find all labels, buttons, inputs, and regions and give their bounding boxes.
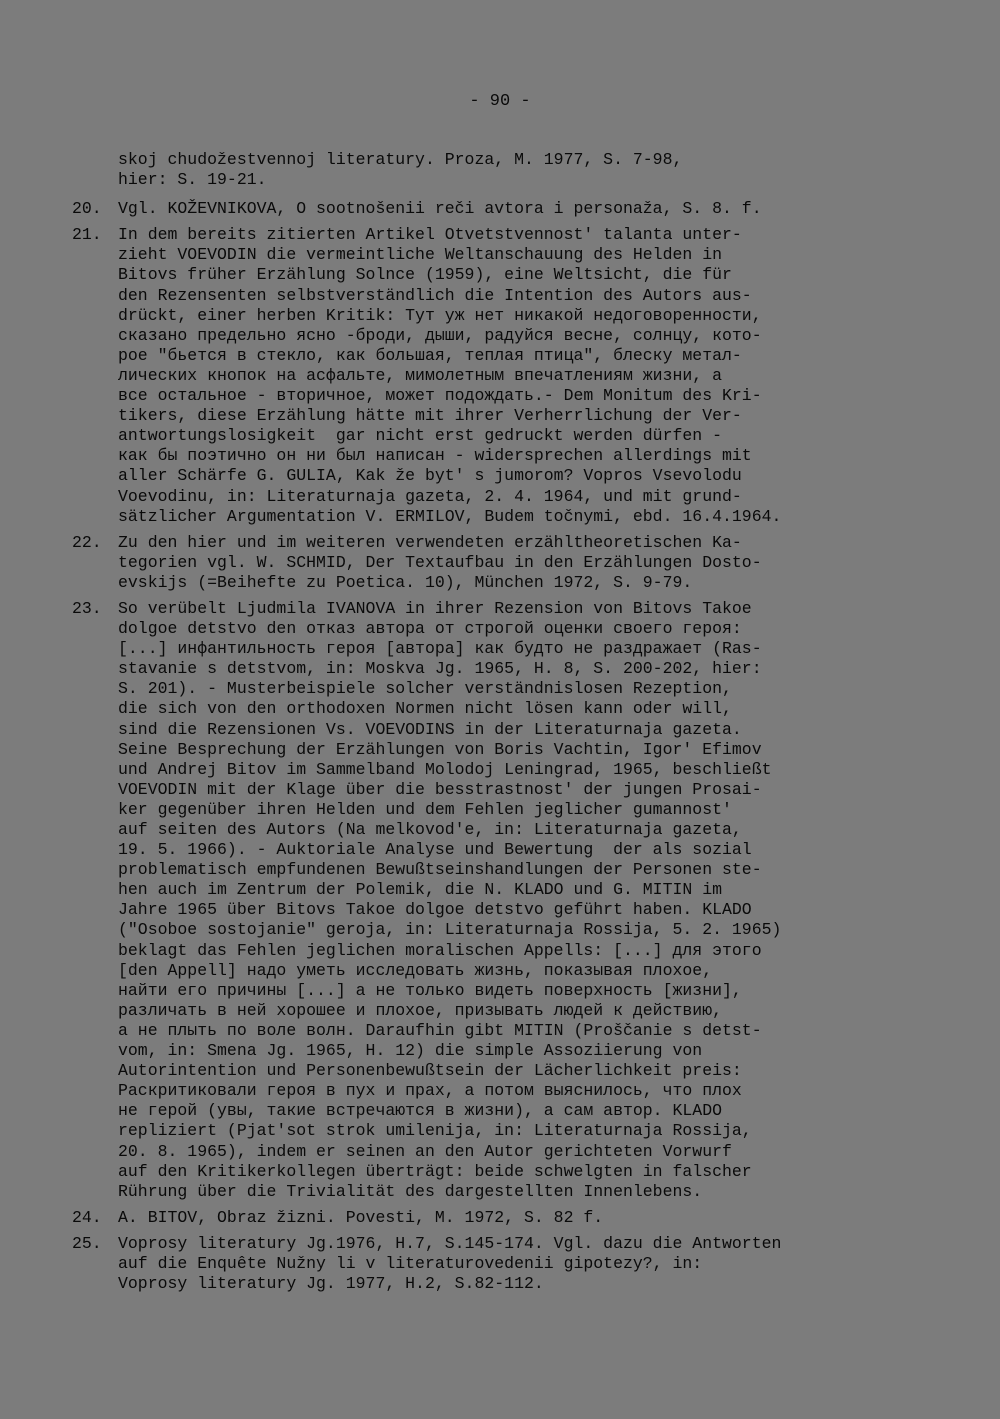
footnote-line: In dem bereits zitierten Artikel Otvetstvennost' talanta unter- [118, 225, 742, 245]
footnote-line: stavanie s detstvom, in: Moskva Jg. 1965, H. 8, S. 200-202, hier: [118, 659, 762, 679]
footnote-line: Rührung über die Trivialität des dargestellten Innenlebens. [118, 1181, 703, 1201]
footnote-line: Autorintention und Personenbewußtsein der Lächerlichkeit preis: [118, 1061, 742, 1081]
footnote-line: Jahre 1965 über Bitovs Takoe dolgoe detstvo geführt haben. KLADO [118, 900, 752, 920]
footnote-line: tikers, diese Erzählung hätte mit ihrer Verherrlichung der Ver- [118, 406, 742, 426]
footnote-number: 21. [72, 225, 102, 245]
page-number: - 90 - [469, 92, 531, 111]
footnote-line: 20. 8. 1965), indem er seinen an den Autor gerichteten Vorwurf [118, 1141, 732, 1161]
footnote-21 [72, 225, 932, 526]
footnote-22 [72, 533, 932, 593]
footnote-line: vom, in: Smena Jg. 1965, H. 12) die simple Assoziierung von [118, 1041, 703, 1061]
footnote-line: hen auch im Zentrum der Polemik, die N. KLADO und G. MITIN im [118, 880, 722, 900]
footnote-text [118, 150, 932, 190]
footnote-text [118, 225, 932, 526]
footnote-line: Voprosy literatury Jg. 1977, H.2, S.82-112. [118, 1274, 544, 1294]
footnote-25 [72, 1234, 932, 1294]
footnote-line: und Andrej Bitov im Sammelband Molodoj Leningrad, 1965, beschließt [118, 759, 772, 779]
footnote-line: S. 201). - Musterbeispiele solcher verständnislosen Rezeption, [118, 679, 732, 699]
footnote-number: 22. [72, 532, 102, 552]
footnote-line: tegorien vgl. W. SCHMID, Der Textaufbau in den Erzählungen Dosto- [118, 552, 762, 572]
footnote-line: все остальное - вторичное, может подождать.- Dem Monitum des Kri- [118, 386, 762, 406]
footnote-line: sätzlicher Argumentation V. ERMILOV, Budem točnymi, ebd. 16.4.1964. [118, 506, 782, 526]
footnote-line: [den Appell] надо уметь исследовать жизнь, показывая плохое, [118, 960, 713, 980]
footnote-line: aller Schärfe G. GULIA, Kak že byt' s jumorom? Vopros Vsevolodu [118, 466, 742, 486]
footnote-line: skoj chudožestvennoj literatury. Proza, M. 1977, S. 7-98, [118, 150, 683, 169]
footnote-line: ker gegenüber ihren Helden und dem Fehlen jeglicher gumannost' [118, 799, 732, 819]
footnote-line: [...] инфантильность героя [автора] как будто не раздражает (Ras- [118, 639, 762, 659]
footnote-number [72, 150, 118, 190]
footnote-line: problematisch empfundenen Bewußtseinshandlungen der Personen ste- [118, 860, 762, 880]
footnote-line: Voprosy literatury Jg.1976, H.7, S.145-174. Vgl. dazu die Antworten [118, 1233, 782, 1253]
footnote-line: ("Osoboe sostojanie" geroja, in: Literaturnaja Rossija, 5. 2. 1965) [118, 920, 782, 940]
footnote-text [118, 533, 932, 593]
footnote-line: как бы поэтично он ни был написан - widersprechen allerdings mit [118, 446, 752, 466]
footnote-line: zieht VOEVODIN die vermeintliche Weltanschauung des Helden in [118, 245, 722, 265]
footnote-line: den Rezensenten selbstverständlich die Intention des Autors aus- [118, 285, 752, 305]
footnote-line: sind die Rezensionen Vs. VOEVODINS in der Literaturnaja gazeta. [118, 719, 742, 739]
footnote-line: лических кнопок на асфальте, мимолетным впечатлениям жизни, а [118, 365, 722, 385]
footnote-line: drückt, einer herben Kritik: Тут уж нет никакой недоговоренности, [118, 305, 762, 325]
footnote-line: evskijs (=Beihefte zu Poetica. 10), München 1972, S. 9-79. [118, 572, 693, 592]
footnote-line: Раскритиковали героя в пух и прах, а потом выяснилось, что плох [118, 1081, 742, 1101]
footnote-number: 25. [72, 1233, 102, 1253]
footnote-line: A. BITOV, Obraz žizni. Povesti, M. 1972, S. 82 f. [118, 1207, 604, 1227]
footnote-line: beklagt das Fehlen jeglichen moralischen Appells: [...] для этого [118, 940, 762, 960]
footnote-line: antwortungslosigkeit gar nicht erst gedruckt werden dürfen - [118, 426, 722, 446]
footnote-line: dolgoe detstvo den отказ автора от строгой оценки своего героя: [118, 619, 742, 639]
footnote-line: 19. 5. 1966). - Auktoriale Analyse und Bewertung der als sozial [118, 840, 752, 860]
footnotes-list [72, 150, 932, 1300]
footnote-line: auf seiten des Autors (Na melkovod'e, in: Literaturnaja gazeta, [118, 820, 742, 839]
footnote-line: VOEVODIN mit der Klage über die besstrastnost' der jungen Prosai- [118, 779, 762, 799]
footnote-text [118, 199, 932, 219]
footnote-line: Voevodinu, in: Literaturnaja gazeta, 2. 4. 1964, und mit grund- [118, 486, 742, 506]
footnote-line: So verübelt Ljudmila IVANOVA in ihrer Rezension von Bitovs Takoe [118, 598, 752, 618]
footnote-line: сказано предельно ясно -броди, дыши, радуйся весне, солнцу, кото- [118, 325, 762, 345]
footnote-text [118, 1234, 932, 1294]
footnote-24 [72, 1208, 932, 1228]
footnote-line: рое "бьется в стекло, как большая, теплая птица", блеску метал- [118, 345, 742, 365]
footnote-line: die sich von den orthodoxen Normen nicht lösen kann oder will, [118, 699, 732, 719]
footnote-text [118, 599, 932, 1202]
footnote-number: 24. [72, 1207, 102, 1227]
footnote-23 [72, 599, 932, 1202]
footnote-text [118, 1208, 932, 1228]
footnote-line: а не плыть по воле волн. Daraufhin gibt MITIN (Proščanie s detst- [118, 1020, 762, 1040]
footnote-20 [72, 199, 932, 219]
footnote-line: auf die Enquête Nužny li v literaturovedenii gipotezy?, in: [118, 1253, 703, 1273]
footnote-line: различать в ней хорошее и плохое, призывать людей к действию, [118, 1000, 722, 1020]
footnote-line: Seine Besprechung der Erzählungen von Boris Vachtin, Igor' Efimov [118, 739, 762, 759]
footnote-line: Bitovs früher Erzählung Solnce (1959), eine Weltsicht, die für [118, 265, 732, 285]
footnote-continuation [72, 150, 932, 190]
footnote-line: repliziert (Pjat'sot strok umilenija, in: Literaturnaja Rossija, [118, 1121, 752, 1141]
footnote-line: auf den Kritikerkollegen überträgt: beide schwelgten in falscher [118, 1161, 752, 1181]
footnote-line: Zu den hier und im weiteren verwendeten erzähltheoretischen Ka- [118, 532, 742, 552]
footnote-number: 23. [72, 598, 102, 618]
footnote-line: найти его причины [...] а не только видеть поверхность [жизни], [118, 980, 742, 1000]
footnote-line: Vgl. KOŽEVNIKOVA, O sootnošenii reči avtora i personaža, S. 8. f. [118, 199, 762, 219]
footnote-number: 20. [72, 199, 102, 219]
footnote-line: hier: S. 19-21. [118, 170, 267, 190]
footnote-line: не герой (увы, такие встречаются в жизни), а сам автор. KLADO [118, 1101, 722, 1121]
